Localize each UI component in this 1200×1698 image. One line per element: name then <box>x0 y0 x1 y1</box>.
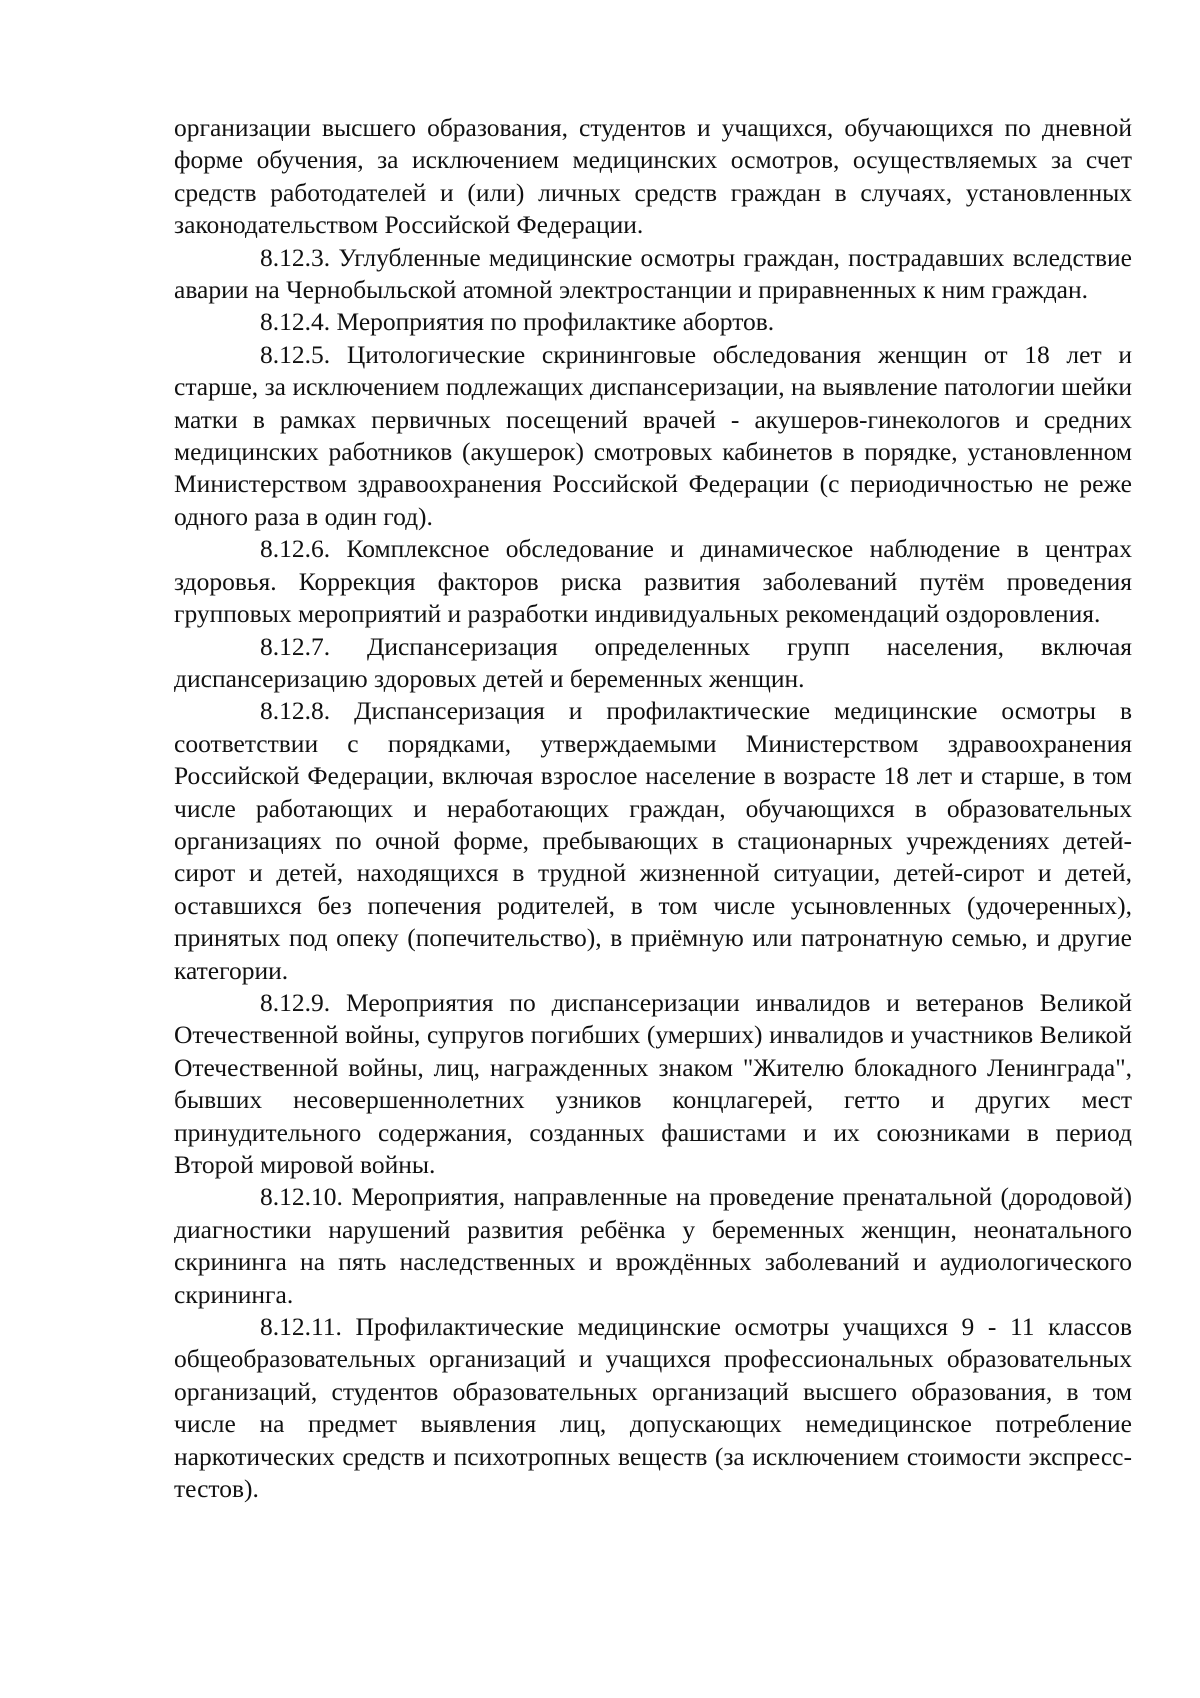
paragraph-continuation: организации высшего образования, студентов и учащихся, обучающихся по дневной форме обучения, за исключением медицинских осмотров, осуществляемых за счет средств работодателей и (или) личных средств граждан в случаях, установленных законодательством Российской Федерации. <box>174 113 1132 240</box>
paragraph-8-12-8: 8.12.8. Диспансеризация и профилактические медицинские осмотры в соответствии с порядками, утверждаемыми Министерством здравоохранения Российской Федерации, включая взрослое население в возрасте 18 лет и старше, в том числе работающих и неработающих граждан, обучающихся в образовательных организациях по очной форме, пребывающих в стационарных учреждениях детей-сирот и детей, находящихся в трудной жизненной ситуации, детей-сирот и детей, оставшихся без попечения родителей, в том числе усыновленных (удочеренных), принятых под опеку (попечительство), в приёмную или патронатную семью, и другие категории. <box>174 696 1132 985</box>
document-body <box>174 112 1132 1505</box>
paragraph-8-12-11: 8.12.11. Профилактические медицинские осмотры учащихся 9 - 11 классов общеобразовательных организаций и учащихся профессиональных образовательных организаций, студентов образовательных организаций высшего образования, в том числе на предмет выявления лиц, допускающих немедицинское потребление наркотических средств и психотропных веществ (за исключением стоимости экспресс-тестов). <box>174 1312 1132 1504</box>
paragraph-8-12-3: 8.12.3. Углубленные медицинские осмотры граждан, пострадавших вследствие аварии на Чернобыльской атомной электростанции и приравненных к ним граждан. <box>174 242 1132 305</box>
paragraph-8-12-7: 8.12.7. Диспансеризация определенных групп населения, включая диспансеризацию здоровых детей и беременных женщин. <box>174 631 1132 693</box>
paragraph-8-12-10: 8.12.10. Мероприятия, направленные на проведение пренатальной (дородовой) диагностики нарушений развития ребёнка у беременных женщин, неонатального скрининга на пять наследственных и врождённых заболеваний и аудиологического скрининга. <box>174 1182 1132 1309</box>
paragraph-8-12-6: 8.12.6. Комплексное обследование и динамическое наблюдение в центрах здоровья. Коррекция факторов риска развития заболеваний путём проведения групповых мероприятий и разработки индивидуальных рекомендаций оздоровления. <box>174 534 1132 629</box>
paragraph-8-12-9: 8.12.9. Мероприятия по диспансеризации инвалидов и ветеранов Великой Отечественной войны, супругов погибших (умерших) инвалидов и участников Великой Отечественной войны, лиц, награжденных знаком "Жителю блокадного Ленинграда", бывших несовершеннолетних узников концлагерей, гетто и других мест принудительного содержания, созданных фашистами и их союзниками в период Второй мировой войны. <box>174 987 1132 1179</box>
paragraph-8-12-4: 8.12.4. Мероприятия по профилактике абортов. <box>260 307 775 337</box>
paragraph-8-12-5: 8.12.5. Цитологические скрининговые обследования женщин от 18 лет и старше, за исключением подлежащих диспансеризации, на выявление патологии шейки матки в рамках первичных посещений врачей - акушеров-гинекологов и средних медицинских работников (акушерок) смотровых кабинетов в порядке, установленном Министерством здравоохранения Российской Федерации (с периодичностью не реже одного раза в один год). <box>174 339 1132 531</box>
